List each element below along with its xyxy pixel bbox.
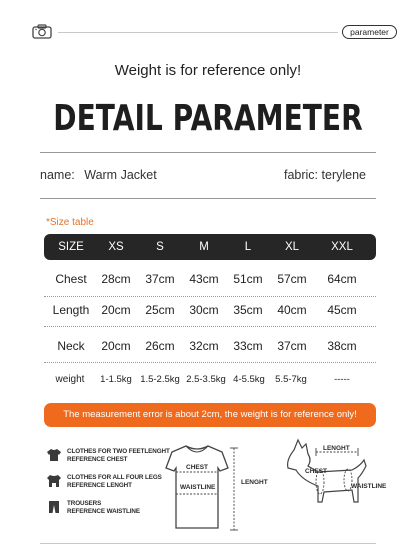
table-cell: 40cm xyxy=(277,303,307,317)
row-label: Length xyxy=(52,303,90,317)
table-cell: 30cm xyxy=(189,303,219,317)
row-label: Chest xyxy=(55,272,87,286)
fabric-info xyxy=(284,168,366,182)
page-title: DETAIL PARAMETER xyxy=(53,98,363,139)
table-cell: 33cm xyxy=(233,339,263,353)
weight-reference-subtitle: Weight is for reference only! xyxy=(114,62,302,79)
size-table-note: *Size table xyxy=(46,217,94,228)
table-cell: 25cm xyxy=(145,303,175,317)
table-cell: 35cm xyxy=(233,303,263,317)
table-cell: 26cm xyxy=(145,339,175,353)
table-cell: 5.5-7kg xyxy=(275,374,307,385)
product-info-row xyxy=(40,168,376,186)
row-divider xyxy=(44,362,376,363)
parameter-tag: parameter xyxy=(342,25,397,39)
table-row xyxy=(44,303,376,321)
table-cell: ----- xyxy=(334,374,350,385)
row-divider xyxy=(44,296,376,297)
table-cell: 57cm xyxy=(277,272,307,286)
legend-line: TROUSERS xyxy=(67,500,102,507)
header-cell: SIZE xyxy=(58,241,84,253)
table-row xyxy=(44,339,376,357)
measurement-notice: The measurement error is about 2cm, the weight is for reference only! xyxy=(44,403,376,427)
table-cell: 1.5-2.5kg xyxy=(140,374,180,385)
name-label: name: xyxy=(40,168,75,182)
table-row xyxy=(44,272,376,290)
dog-lenght-label: LENGHT xyxy=(323,445,350,452)
header-cell: XL xyxy=(284,241,300,253)
table-cell: 4-5.5kg xyxy=(233,374,265,385)
legend-item xyxy=(67,474,162,490)
table-cell: 28cm xyxy=(101,272,131,286)
table-row xyxy=(44,374,376,388)
top-divider xyxy=(58,32,338,33)
table-cell: 43cm xyxy=(189,272,219,286)
dog-waistline-label: WAISTLINE xyxy=(351,483,387,490)
legend-line: CLOTHES FOR ALL FOUR LEGS xyxy=(67,474,162,481)
bottom-divider xyxy=(40,543,376,544)
info-divider xyxy=(40,198,376,199)
table-cell: 51cm xyxy=(233,272,263,286)
row-divider xyxy=(44,326,376,327)
garment-chest-label: CHEST xyxy=(186,464,209,471)
table-cell: 2.5-3.5kg xyxy=(186,374,226,385)
fabric-label: fabric: xyxy=(283,168,319,182)
table-cell: 45cm xyxy=(327,303,357,317)
header-cell: S xyxy=(156,241,164,253)
table-cell: 32cm xyxy=(189,339,219,353)
row-label: weight xyxy=(55,374,85,385)
legend-item xyxy=(67,448,170,464)
size-table-header xyxy=(44,234,376,260)
shirt-icon xyxy=(46,448,62,462)
camera-icon xyxy=(32,24,52,39)
table-cell: 20cm xyxy=(101,303,131,317)
legend-line: REFERENCE CHEST xyxy=(67,456,128,463)
garment-waistline-label: WAISTLINE xyxy=(180,484,216,491)
header-cell: XS xyxy=(108,241,124,253)
legend-line: REFERENCE LENGHT xyxy=(67,482,132,489)
table-cell: 37cm xyxy=(277,339,307,353)
table-cell: 38cm xyxy=(327,339,357,353)
fabric-value: terylene xyxy=(321,168,366,182)
table-cell: 20cm xyxy=(101,339,131,353)
legend-line: CLOTHES FOR TWO FEETLENGHT xyxy=(67,448,170,455)
header-cell: L xyxy=(244,241,252,253)
header-cell: M xyxy=(199,241,209,253)
row-label: Neck xyxy=(57,339,85,353)
legend-line: REFERENCE WAISTLINE xyxy=(67,508,140,515)
four-leg-clothes-icon xyxy=(46,474,62,488)
table-cell: 37cm xyxy=(145,272,175,286)
header-cell: XXL xyxy=(331,241,353,253)
dog-chest-label: CHEST xyxy=(305,468,328,475)
table-cell: 1-1.5kg xyxy=(100,374,132,385)
name-value: Warm Jacket xyxy=(84,168,157,182)
trousers-icon xyxy=(47,500,61,514)
garment-lenght-label: LENGHT xyxy=(241,479,268,486)
title-divider xyxy=(40,152,376,153)
legend-item xyxy=(67,500,140,516)
table-cell: 64cm xyxy=(327,272,357,286)
